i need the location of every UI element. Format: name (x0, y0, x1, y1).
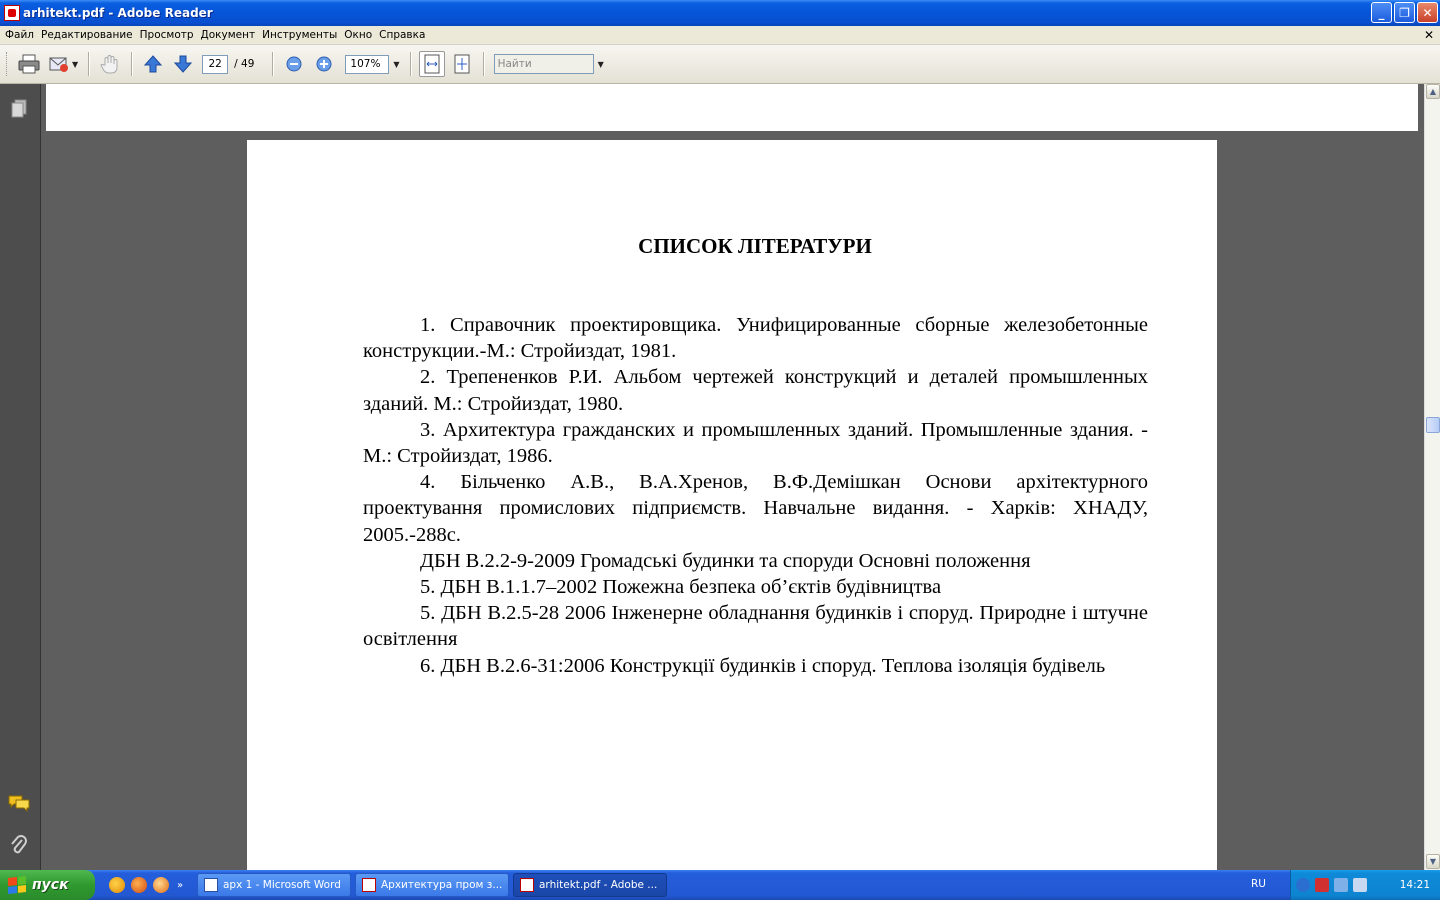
display-icon[interactable] (1353, 878, 1367, 892)
bibliography-entry: 5. ДБН В.1.1.7–2002 Пожежна безпека об’єктів будівництва (420, 576, 942, 599)
task-label: Архитектура пром з... (381, 879, 503, 891)
fit-width-button[interactable] (419, 51, 445, 77)
fit-page-icon (453, 54, 471, 74)
network-icon[interactable] (1296, 878, 1310, 892)
system-tray (1251, 870, 1440, 900)
task-label: arhitekt.pdf - Adobe ... (539, 879, 658, 891)
language-indicator[interactable]: RU (1251, 878, 1266, 890)
print-button[interactable] (16, 51, 42, 77)
hand-tool-button[interactable] (97, 51, 123, 77)
fit-page-button[interactable] (449, 51, 475, 77)
find-dropdown-icon[interactable]: ▼ (597, 59, 604, 69)
page-number-input[interactable]: 22 (202, 55, 228, 74)
bibliography-entry: 4. Більченко А.В., В.А.Хренов, В.Ф.Демішкан Основи архітектурного проектування промислових підприємств. Навчальне видання. - Харків: ХНАДУ, 2005.-288с. (363, 471, 1148, 546)
page-heading: СПИСОК ЛІТЕРАТУРИ (638, 234, 872, 258)
find-input[interactable]: Найти (494, 54, 594, 74)
bibliography-entry: 3. Архитектура гражданских и промышленных зданий. Промышленные здания. - М.: Стройиздат, 1986. (363, 418, 1148, 468)
menu-window[interactable]: Окно (344, 29, 373, 41)
pages-icon (10, 99, 28, 119)
taskbar (0, 870, 1440, 900)
app-launch-icon[interactable] (109, 877, 125, 893)
close-button[interactable]: ✕ (1417, 2, 1438, 23)
zoom-out-icon (285, 55, 303, 73)
previous-page-bottom (46, 84, 1418, 131)
scroll-up-button[interactable] (1426, 84, 1440, 99)
task-word[interactable] (197, 873, 351, 897)
browser-icon[interactable] (153, 877, 169, 893)
previous-page-button[interactable] (140, 51, 166, 77)
menu-tools[interactable]: Инструменты (262, 29, 338, 41)
arrow-up-icon: ▲ (1429, 87, 1437, 96)
comments-panel-button[interactable] (8, 792, 30, 814)
zoom-in-button[interactable] (311, 51, 337, 77)
print-icon (18, 54, 40, 74)
next-page-icon (173, 54, 193, 74)
minimize-button[interactable]: _ (1371, 2, 1392, 23)
toolbar (0, 45, 1440, 84)
toolbar-grip[interactable] (6, 52, 9, 76)
window-title: arhitekt.pdf - Adobe Reader (23, 6, 213, 20)
previous-page-icon (143, 54, 163, 74)
firefox-icon[interactable] (131, 877, 147, 893)
task-pdf-arch[interactable] (355, 873, 509, 897)
adobe-pdf-icon (4, 5, 20, 21)
bibliography-entry: 2. Трепененков Р.И. Альбом чертежей конструкций и деталей промышленных зданий. М.: Стройиздат, 1980. (363, 366, 1148, 415)
menu-file[interactable]: Файл (5, 29, 35, 41)
bibliography-entry: 6. ДБН В.2.6-31:2006 Конструкції будинків і споруд. Теплова ізоляція будівель (420, 654, 1106, 677)
paperclip-icon (10, 834, 28, 856)
zoom-in-icon (315, 55, 333, 73)
security-icon[interactable] (1315, 878, 1329, 892)
start-label: пуск (32, 877, 69, 893)
word-icon (204, 878, 218, 892)
quick-launch (109, 877, 197, 893)
zoom-level-input[interactable]: 107% (345, 55, 389, 74)
pdf-page (247, 140, 1217, 870)
menu-document[interactable]: Документ (200, 29, 256, 41)
toolbar-separator (272, 52, 273, 76)
bibliography-list (363, 312, 1148, 679)
scrollbar-thumb[interactable] (1426, 417, 1440, 433)
email-icon (48, 54, 70, 74)
fit-width-icon (423, 54, 441, 74)
close-document-button[interactable]: ✕ (1423, 28, 1434, 42)
clock: 14:21 (1399, 879, 1430, 891)
window-controls (1371, 2, 1438, 23)
zoom-out-button[interactable] (281, 51, 307, 77)
menu-bar (0, 26, 1440, 45)
bibliography-entry: 5. ДБН В.2.5-28 2006 Інженерне обладнання будинків і споруд. Природне і штучне освітлення (363, 602, 1148, 651)
bibliography-entry: ДБН В.2.2-9-2009 Громадські будинки та споруди Основні положення (420, 549, 1031, 572)
vertical-scrollbar[interactable] (1424, 84, 1440, 870)
comments-icon (8, 794, 30, 812)
menu-view[interactable]: Просмотр (139, 29, 194, 41)
volume-icon[interactable] (1334, 878, 1348, 892)
title-bar (0, 0, 1440, 26)
scroll-down-button[interactable] (1426, 854, 1440, 869)
email-button[interactable] (46, 51, 72, 77)
task-adobe-reader[interactable] (513, 873, 667, 897)
windows-logo-icon (8, 876, 26, 894)
toolbar-separator (131, 52, 132, 76)
menu-help[interactable]: Справка (379, 29, 426, 41)
zoom-dropdown-icon[interactable]: ▼ (393, 59, 400, 69)
arrow-down-icon: ▼ (1429, 857, 1437, 866)
next-page-button[interactable] (170, 51, 196, 77)
email-dropdown-icon[interactable]: ▼ (72, 59, 79, 69)
toolbar-separator (88, 52, 89, 76)
restore-button[interactable]: ❐ (1394, 2, 1415, 23)
attachments-panel-button[interactable] (8, 834, 30, 856)
navigation-pane (0, 84, 41, 870)
menu-edit[interactable]: Редактирование (41, 29, 133, 41)
toolbar-separator (410, 52, 411, 76)
document-view[interactable] (41, 84, 1424, 870)
task-label: арх 1 - Microsoft Word (223, 879, 341, 891)
hand-icon (99, 53, 121, 75)
bibliography-entry: 1. Справочник проектировщика. Унифицированные сборные железобетонные конструкции.-М.: Стройиздат, 1981. (363, 314, 1148, 363)
page-total: / 49 (234, 58, 255, 70)
pdf-icon (362, 878, 376, 892)
pages-panel-button[interactable] (8, 98, 30, 120)
quick-launch-more[interactable]: » (177, 879, 184, 891)
toolbar-separator (483, 52, 484, 76)
pdf-icon (520, 878, 534, 892)
start-button[interactable] (0, 870, 95, 900)
